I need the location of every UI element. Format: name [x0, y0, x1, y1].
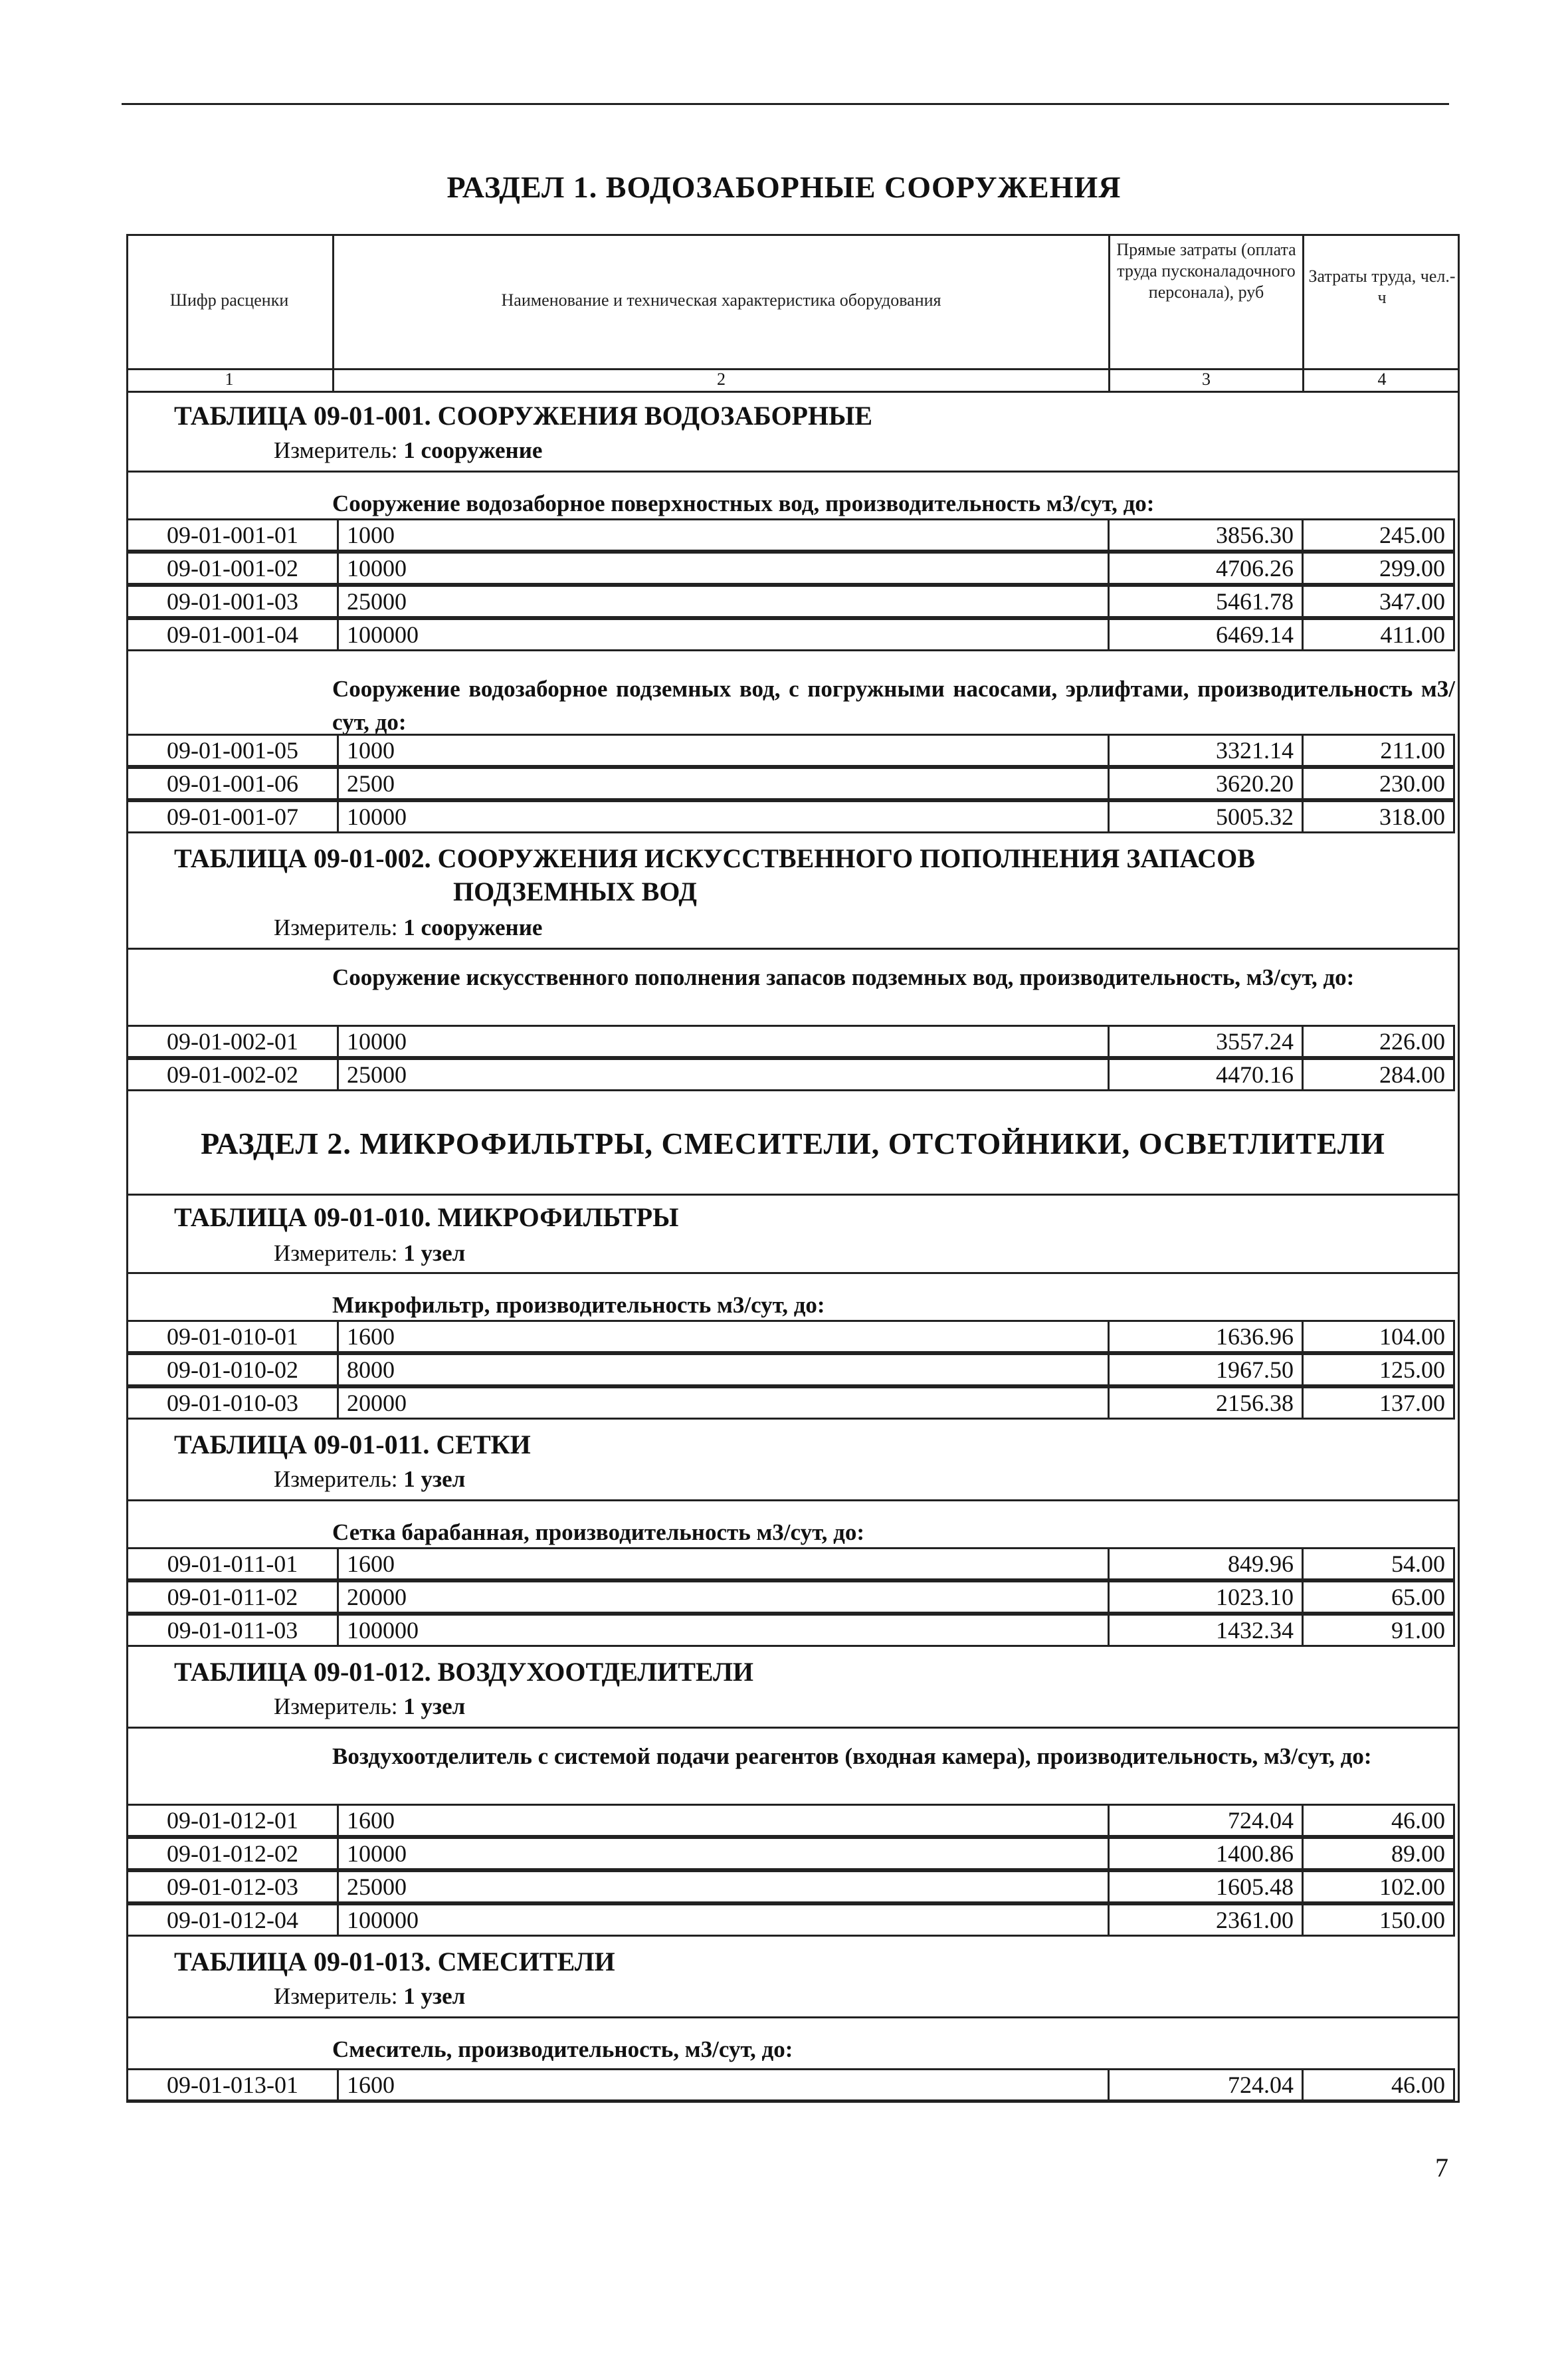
row-capacity: 1600 [337, 1547, 1110, 1580]
subsection-title: Сооружение водозаборное поверхностных вод, производительность м3/сут, до: [332, 490, 1155, 516]
row-capacity: 20000 [337, 1386, 1110, 1420]
row-code: 09-01-013-01 [126, 2068, 339, 2101]
row-labor: 299.00 [1302, 552, 1455, 585]
row-cost: 724.04 [1108, 2068, 1304, 2101]
table-row [126, 767, 1460, 800]
row-labor: 102.00 [1302, 1870, 1455, 1903]
table-title: ТАБЛИЦА 09-01-013. СМЕСИТЕЛИ [174, 1947, 615, 1977]
row-code: 09-01-011-01 [126, 1547, 339, 1580]
column-number: 2 [717, 370, 726, 389]
row-capacity: 8000 [337, 1353, 1110, 1386]
subsection-title: Сооружение искусственного пополнения запасов подземных вод, производительность, м3/сут, до: [332, 964, 1355, 990]
row-labor: 54.00 [1302, 1547, 1455, 1580]
table-title: ТАБЛИЦА 09-01-001. СООРУЖЕНИЯ ВОДОЗАБОРНЫЕ [174, 401, 873, 431]
table-row [126, 1580, 1460, 1614]
row-code: 09-01-001-03 [126, 585, 339, 618]
row-labor: 284.00 [1302, 1058, 1455, 1091]
subsection-title: Смеситель, производительность, м3/сут, до: [332, 2036, 793, 2062]
table-row [126, 1058, 1460, 1091]
row-code: 09-01-011-03 [126, 1614, 339, 1647]
row-cost: 724.04 [1108, 1804, 1304, 1837]
row-code: 09-01-001-04 [126, 618, 339, 651]
table-title: ТАБЛИЦА 09-01-012. ВОЗДУХООТДЕЛИТЕЛИ [174, 1657, 753, 1687]
row-cost: 849.96 [1108, 1547, 1304, 1580]
subsection-title: Сетка барабанная, производительность м3/сут, до: [332, 1519, 865, 1545]
table-row [126, 800, 1460, 833]
row-capacity: 10000 [337, 800, 1110, 833]
row-cost: 3620.20 [1108, 767, 1304, 800]
measure-unit: Измеритель: 1 сооружение [274, 437, 543, 463]
row-code: 09-01-012-02 [126, 1837, 339, 1870]
section-rule [126, 1194, 1460, 1196]
subsection-title: Воздухоотделитель с системой подачи реагентов (входная камера), производительность, м3/сут, до: [332, 1743, 1372, 1769]
section-title: РАЗДЕЛ 2. МИКРОФИЛЬТРЫ, СМЕСИТЕЛИ, ОТСТОЙНИКИ, ОСВЕТЛИТЕЛИ [201, 1126, 1385, 1160]
table-row [126, 618, 1460, 651]
row-cost: 2361.00 [1108, 1903, 1304, 1937]
row-capacity: 1000 [337, 734, 1110, 767]
row-cost: 2156.38 [1108, 1386, 1304, 1420]
row-capacity: 25000 [337, 585, 1110, 618]
table-rule [126, 2016, 1460, 2018]
table-title: ТАБЛИЦА 09-01-011. СЕТКИ [174, 1430, 531, 1459]
row-capacity: 100000 [337, 1614, 1110, 1647]
row-cost: 4470.16 [1108, 1058, 1304, 1091]
row-capacity: 25000 [337, 1058, 1110, 1091]
row-labor: 411.00 [1302, 618, 1455, 651]
subsection-title: Сооружение водозаборное подземных вод, с погружными насосами, эрлифтами, производительность м3/сут, до: [332, 676, 1455, 735]
row-cost: 1605.48 [1108, 1870, 1304, 1903]
header-code: Шифр расценки [169, 290, 289, 310]
table-row [126, 1804, 1460, 1837]
measure-unit: Измеритель: 1 узел [274, 1466, 466, 1492]
column-number: 3 [1202, 370, 1211, 389]
column-number: 1 [225, 370, 234, 389]
table-rule [126, 1499, 1460, 1501]
row-cost: 1967.50 [1108, 1353, 1304, 1386]
row-cost: 1023.10 [1108, 1580, 1304, 1614]
row-code: 09-01-012-01 [126, 1804, 339, 1837]
row-labor: 125.00 [1302, 1353, 1455, 1386]
row-labor: 104.00 [1302, 1320, 1455, 1353]
row-code: 09-01-001-01 [126, 518, 339, 552]
header-cost: Прямые затраты (оплата труда пусконаладочного персонала), руб [1116, 240, 1296, 302]
header-name: Наименование и техническая характеристика оборудования [501, 290, 941, 310]
row-code: 09-01-001-05 [126, 734, 339, 767]
row-labor: 230.00 [1302, 767, 1455, 800]
table-title-continued: ПОДЗЕМНЫХ ВОД [453, 877, 697, 907]
row-capacity: 10000 [337, 552, 1110, 585]
table-row [126, 585, 1460, 618]
page-number: 7 [1435, 2153, 1448, 2183]
row-cost: 3321.14 [1108, 734, 1304, 767]
row-code: 09-01-001-07 [126, 800, 339, 833]
subsection-title: Микрофильтр, производительность м3/сут, до: [332, 1292, 825, 1318]
row-code: 09-01-001-02 [126, 552, 339, 585]
row-cost: 1432.34 [1108, 1614, 1304, 1647]
row-code: 09-01-010-02 [126, 1353, 339, 1386]
row-code: 09-01-011-02 [126, 1580, 339, 1614]
row-cost: 1636.96 [1108, 1320, 1304, 1353]
row-code: 09-01-012-04 [126, 1903, 339, 1937]
table-row [126, 1547, 1460, 1580]
table-row [126, 734, 1460, 767]
table-rule [126, 471, 1460, 473]
row-capacity: 1600 [337, 1320, 1110, 1353]
section-title: РАЗДЕЛ 1. ВОДОЗАБОРНЫЕ СООРУЖЕНИЯ [446, 170, 1122, 204]
row-capacity: 1600 [337, 1804, 1110, 1837]
measure-unit: Измеритель: 1 узел [274, 1693, 466, 1719]
table-title: ТАБЛИЦА 09-01-010. МИКРОФИЛЬТРЫ [174, 1202, 679, 1232]
row-cost: 3557.24 [1108, 1025, 1304, 1058]
row-capacity: 100000 [337, 1903, 1110, 1937]
table-row [126, 2068, 1460, 2101]
row-code: 09-01-002-01 [126, 1025, 339, 1058]
table-row [126, 1614, 1460, 1647]
row-labor: 211.00 [1302, 734, 1455, 767]
row-labor: 65.00 [1302, 1580, 1455, 1614]
row-labor: 318.00 [1302, 800, 1455, 833]
table-row [126, 1837, 1460, 1870]
row-capacity: 25000 [337, 1870, 1110, 1903]
row-capacity: 100000 [337, 618, 1110, 651]
row-cost: 5461.78 [1108, 585, 1304, 618]
row-cost: 6469.14 [1108, 618, 1304, 651]
row-labor: 245.00 [1302, 518, 1455, 552]
table-row [126, 1386, 1460, 1420]
row-labor: 150.00 [1302, 1903, 1455, 1937]
table-rule [126, 1727, 1460, 1729]
row-cost: 5005.32 [1108, 800, 1304, 833]
table-rule [126, 948, 1460, 950]
table-row [126, 518, 1460, 552]
table-row [126, 552, 1460, 585]
row-code: 09-01-010-03 [126, 1386, 339, 1420]
row-code: 09-01-002-02 [126, 1058, 339, 1091]
table-row [126, 1903, 1460, 1937]
column-number: 4 [1377, 370, 1387, 389]
measure-unit: Измеритель: 1 сооружение [274, 914, 543, 940]
table-row [126, 1353, 1460, 1386]
header-rule [126, 391, 1460, 393]
row-labor: 347.00 [1302, 585, 1455, 618]
row-capacity: 1600 [337, 2068, 1110, 2101]
table-row [126, 1870, 1460, 1903]
row-labor: 137.00 [1302, 1386, 1455, 1420]
row-code: 09-01-001-06 [126, 767, 339, 800]
row-labor: 91.00 [1302, 1614, 1455, 1647]
row-capacity: 2500 [337, 767, 1110, 800]
measure-unit: Измеритель: 1 узел [274, 1983, 466, 2009]
row-capacity: 10000 [337, 1025, 1110, 1058]
row-capacity: 10000 [337, 1837, 1110, 1870]
row-cost: 4706.26 [1108, 552, 1304, 585]
table-title: ТАБЛИЦА 09-01-002. СООРУЖЕНИЯ ИСКУССТВЕННОГО ПОПОЛНЕНИЯ ЗАПАСОВ [174, 843, 1255, 873]
row-labor: 46.00 [1302, 1804, 1455, 1837]
row-labor: 226.00 [1302, 1025, 1455, 1058]
row-labor: 46.00 [1302, 2068, 1455, 2101]
table-row [126, 1320, 1460, 1353]
table-rule [126, 1272, 1460, 1274]
row-cost: 1400.86 [1108, 1837, 1304, 1870]
top-rule [122, 103, 1449, 105]
table-row [126, 1025, 1460, 1058]
header-labor: Затраты труда, чел.-ч [1308, 267, 1456, 307]
row-code: 09-01-012-03 [126, 1870, 339, 1903]
row-labor: 89.00 [1302, 1837, 1455, 1870]
measure-unit: Измеритель: 1 узел [274, 1240, 466, 1266]
row-capacity: 1000 [337, 518, 1110, 552]
row-capacity: 20000 [337, 1580, 1110, 1614]
row-cost: 3856.30 [1108, 518, 1304, 552]
row-code: 09-01-010-01 [126, 1320, 339, 1353]
